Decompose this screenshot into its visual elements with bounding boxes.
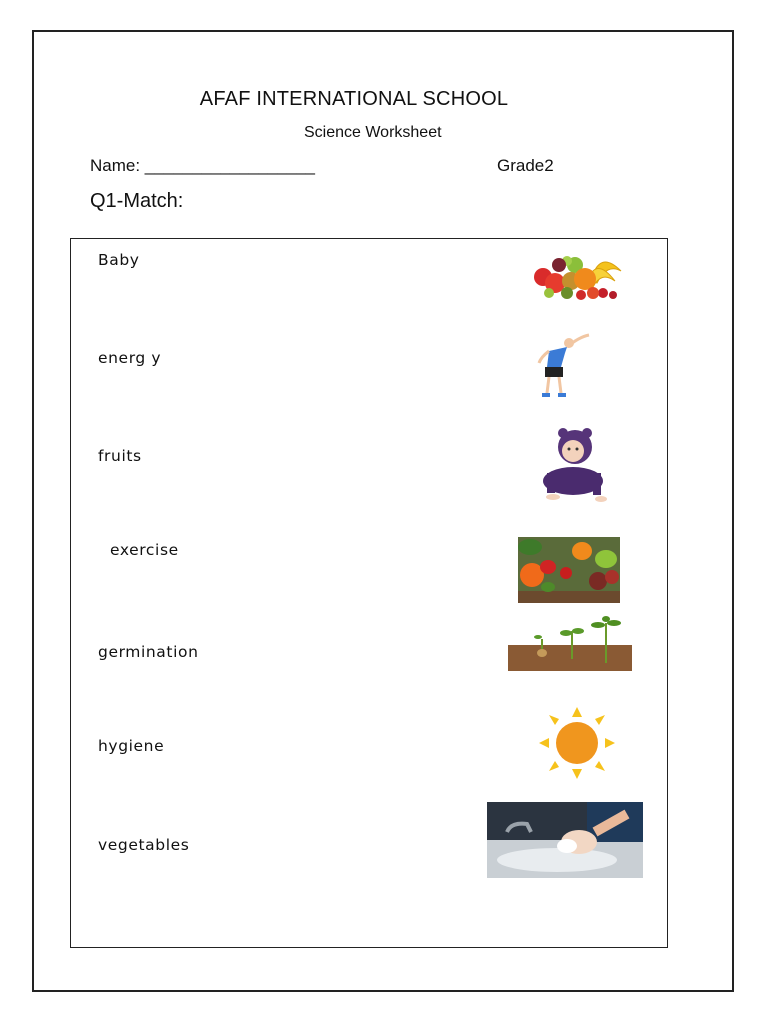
baby-picture[interactable] [501, 423, 637, 503]
match-word-energy[interactable]: energ y [98, 349, 162, 367]
school-name: AFAF INTERNATIONAL SCHOOL [199, 88, 509, 110]
fruits-picture[interactable] [529, 241, 623, 301]
exercise-picture[interactable] [527, 323, 601, 399]
match-box [70, 238, 668, 948]
match-word-fruits[interactable]: fruits [98, 447, 142, 465]
worksheet-title: Science Worksheet [304, 124, 442, 141]
sun-picture[interactable] [531, 703, 623, 783]
match-word-baby[interactable]: Baby [98, 251, 140, 269]
germination-picture[interactable] [508, 615, 632, 671]
handwashing-picture[interactable] [487, 802, 643, 878]
question-label: Q1-Match: [90, 190, 184, 212]
match-word-hygiene[interactable]: hygiene [98, 737, 165, 755]
page-border [32, 30, 734, 992]
match-word-exercise[interactable]: exercise [110, 541, 179, 559]
grade-label: Grade2 [497, 156, 554, 175]
match-word-vegetables[interactable]: vegetables [98, 836, 190, 854]
vegetables-picture[interactable] [518, 537, 620, 603]
name-field[interactable]: Name: __________________ [90, 156, 315, 175]
match-word-germination[interactable]: germination [98, 643, 199, 661]
